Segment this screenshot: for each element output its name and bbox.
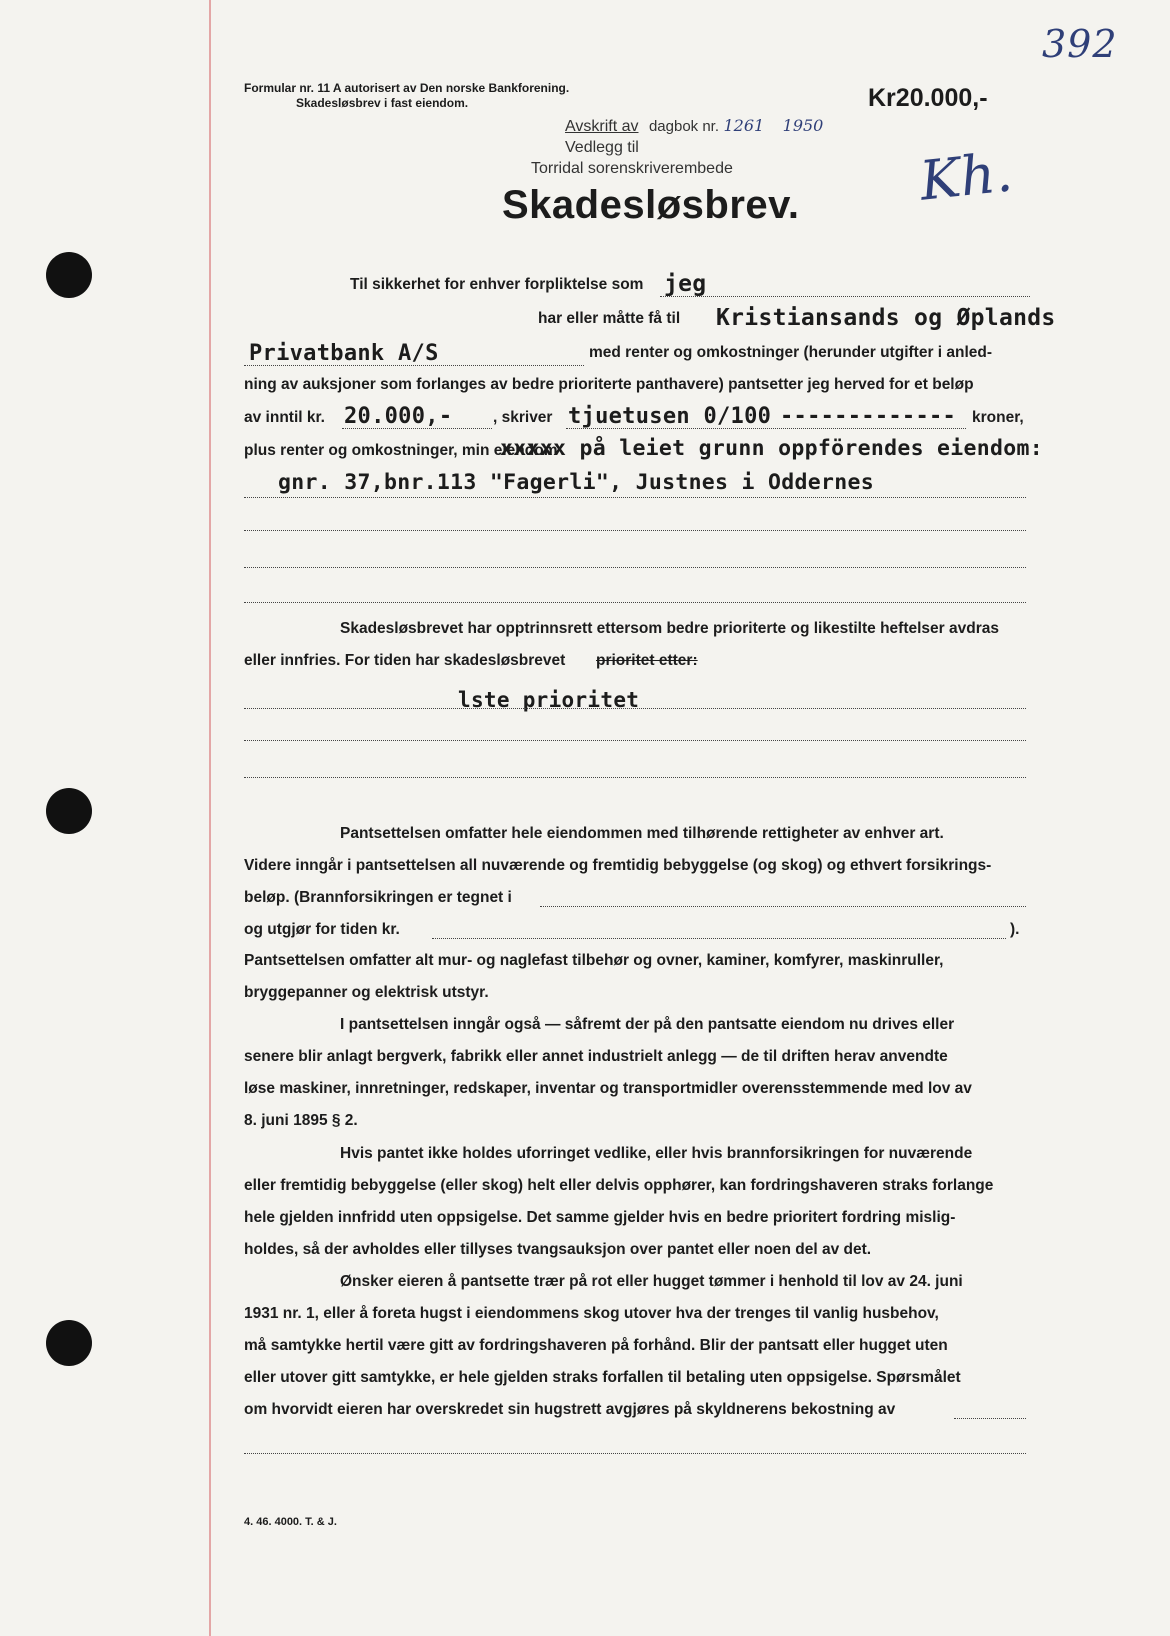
filled-value: Privatbank A/S	[249, 341, 439, 366]
fill-line	[660, 296, 1030, 297]
text-line: med renter og omkostninger (herunder utgifter i anled-	[589, 344, 993, 361]
stamp-dagbok-label: dagbok nr.	[648, 118, 720, 135]
text-line: av inntil kr.	[244, 409, 325, 426]
fill-line	[244, 567, 1026, 568]
fill-line	[244, 530, 1026, 531]
filled-value: xxxxx på leiet grunn oppförendes eiendom:	[500, 436, 1044, 461]
handwritten-initials: Kh.	[916, 140, 1016, 213]
fill-line	[566, 428, 966, 429]
text-line: kroner,	[972, 409, 1024, 426]
text-line: Pantsettelsen omfatter alt mur- og naglefast tilbehør og ovner, kaminer, komfyrer, maskinruller,	[244, 952, 944, 969]
text-line: eller innfries. For tiden har skadesløsbrevet	[244, 652, 566, 669]
text-line: Pantsettelsen omfatter hele eiendommen med tilhørende rettigheter av enhver art.	[340, 825, 944, 842]
printer-mark: 4. 46. 4000. T. & J.	[244, 1516, 337, 1528]
filled-value: 20.000,-	[344, 404, 453, 429]
text-line: senere blir anlagt bergverk, fabrikk eller annet industrielt anlegg — de til driften herav anvendte	[244, 1048, 948, 1065]
stamp-label: Avskrift av	[565, 118, 639, 135]
fill-line	[342, 428, 492, 429]
stamp-label: Vedlegg til	[565, 139, 639, 156]
text-line: 8. juni 1895 § 2.	[244, 1112, 358, 1129]
text-line: Til sikkerhet for enhver forpliktelse som	[350, 276, 644, 293]
punch-hole	[46, 252, 92, 298]
text-line: 1931 nr. 1, eller å foreta hugst i eiendommens skog utover hva der trenges til vanlig husbehov,	[244, 1305, 939, 1322]
text-line: Hvis pantet ikke holdes uforringet vedlike, eller hvis brannforsikringen for nuværende	[340, 1145, 973, 1162]
text-line: har eller måtte få til	[538, 310, 681, 327]
page-number: 392	[1042, 22, 1118, 66]
text-line: ).	[1010, 921, 1020, 938]
form-header-line: Formular nr. 11 A autorisert av Den norske Bankforening.	[244, 81, 570, 95]
amount-value: 20.000,-	[895, 84, 988, 112]
form-header	[244, 81, 569, 111]
struck-text: prioritet etter:	[596, 652, 698, 669]
fill-line	[244, 740, 1026, 741]
text-line: Videre inngår i pantsettelsen all nuværende og fremtidig bebyggelse (og skog) og ethvert forsikrings-	[244, 857, 992, 874]
fill-line	[244, 365, 584, 366]
text-line: hele gjelden innfridd uten oppsigelse. Det samme gjelder hvis en bedre prioritert fordring mislig-	[244, 1209, 956, 1226]
text-line: Ønsker eieren å pantsette trær på rot eller hugget tømmer i henhold til lov av 24. juni	[340, 1273, 963, 1290]
fill-line	[540, 906, 1026, 907]
text-line: bryggepanner og elektrisk utstyr.	[244, 984, 489, 1001]
text-line: eller fremtidig bebyggelse (eller skog) helt eller delvis opphører, kan fordringshaveren straks forlange	[244, 1177, 994, 1194]
stamp-year: 1950	[782, 116, 824, 135]
text-line: om hvorvidt eieren har overskredet sin hugstrett avgjøres på skyldnerens bekostning av	[244, 1401, 896, 1418]
punch-hole	[46, 788, 92, 834]
amount-prefix: Kr	[868, 84, 896, 112]
punch-hole	[46, 1320, 92, 1366]
text-line: , skriver	[493, 409, 553, 426]
filled-value: jeg	[664, 271, 707, 297]
text-line: I pantsettelsen inngår også — såfremt der på den pantsatte eiendom nu drives eller	[340, 1016, 955, 1033]
fill-line	[954, 1418, 1026, 1419]
fill-line	[244, 602, 1026, 603]
text-line: ning av auksjoner som forlanges av bedre prioriterte panthavere) pantsetter jeg herved for et beløp	[244, 376, 974, 393]
filled-value: gnr. 37,bnr.113 "Fagerli", Justnes i Oddernes	[278, 470, 874, 495]
fill-line	[244, 777, 1026, 778]
amount-heading	[868, 84, 988, 113]
filled-value-dashes: -------------	[780, 404, 957, 429]
margin-rule	[209, 0, 211, 1636]
text-line: løse maskiner, innretninger, redskaper, inventar og transportmidler overensstemmende med lov av	[244, 1080, 972, 1097]
fill-line	[244, 708, 1026, 709]
registry-stamp	[531, 115, 824, 179]
text-line: eller utover gitt samtykke, er hele gjelden straks forfallen til betaling uten oppsigelse. Spørsmålet	[244, 1369, 961, 1386]
text-line: plus renter og omkostninger, min eiendom	[244, 442, 558, 459]
stamp-office: Torridal sorenskriverembede	[531, 160, 733, 177]
fill-line	[432, 938, 1006, 939]
fill-line	[244, 497, 1026, 498]
filled-value: Kristiansands og Øplands	[716, 305, 1056, 331]
text-line: beløp. (Brannforsikringen er tegnet i	[244, 889, 512, 906]
filled-value: tjuetusen 0/100	[568, 404, 772, 429]
text-line: holdes, så der avholdes eller tillyses tvangsauksjon over pantet eller noen del av det.	[244, 1241, 872, 1258]
fill-line	[244, 1453, 1026, 1454]
text-line: og utgjør for tiden kr.	[244, 921, 400, 938]
document-title: Skadesløsbrev.	[502, 183, 800, 227]
text-line: må samtykke hertil være gitt av fordringshaveren på forhånd. Blir der pantsatt eller hugget uten	[244, 1337, 948, 1354]
filled-value: lste prioritet	[458, 688, 640, 712]
stamp-dagbok-number: 1261	[723, 116, 765, 135]
text-line: Skadesløsbrevet har opptrinnsrett ettersom bedre prioriterte og likestilte heftelser avdras	[340, 620, 999, 637]
form-header-line: Skadesløsbrev i fast eiendom.	[296, 96, 469, 110]
